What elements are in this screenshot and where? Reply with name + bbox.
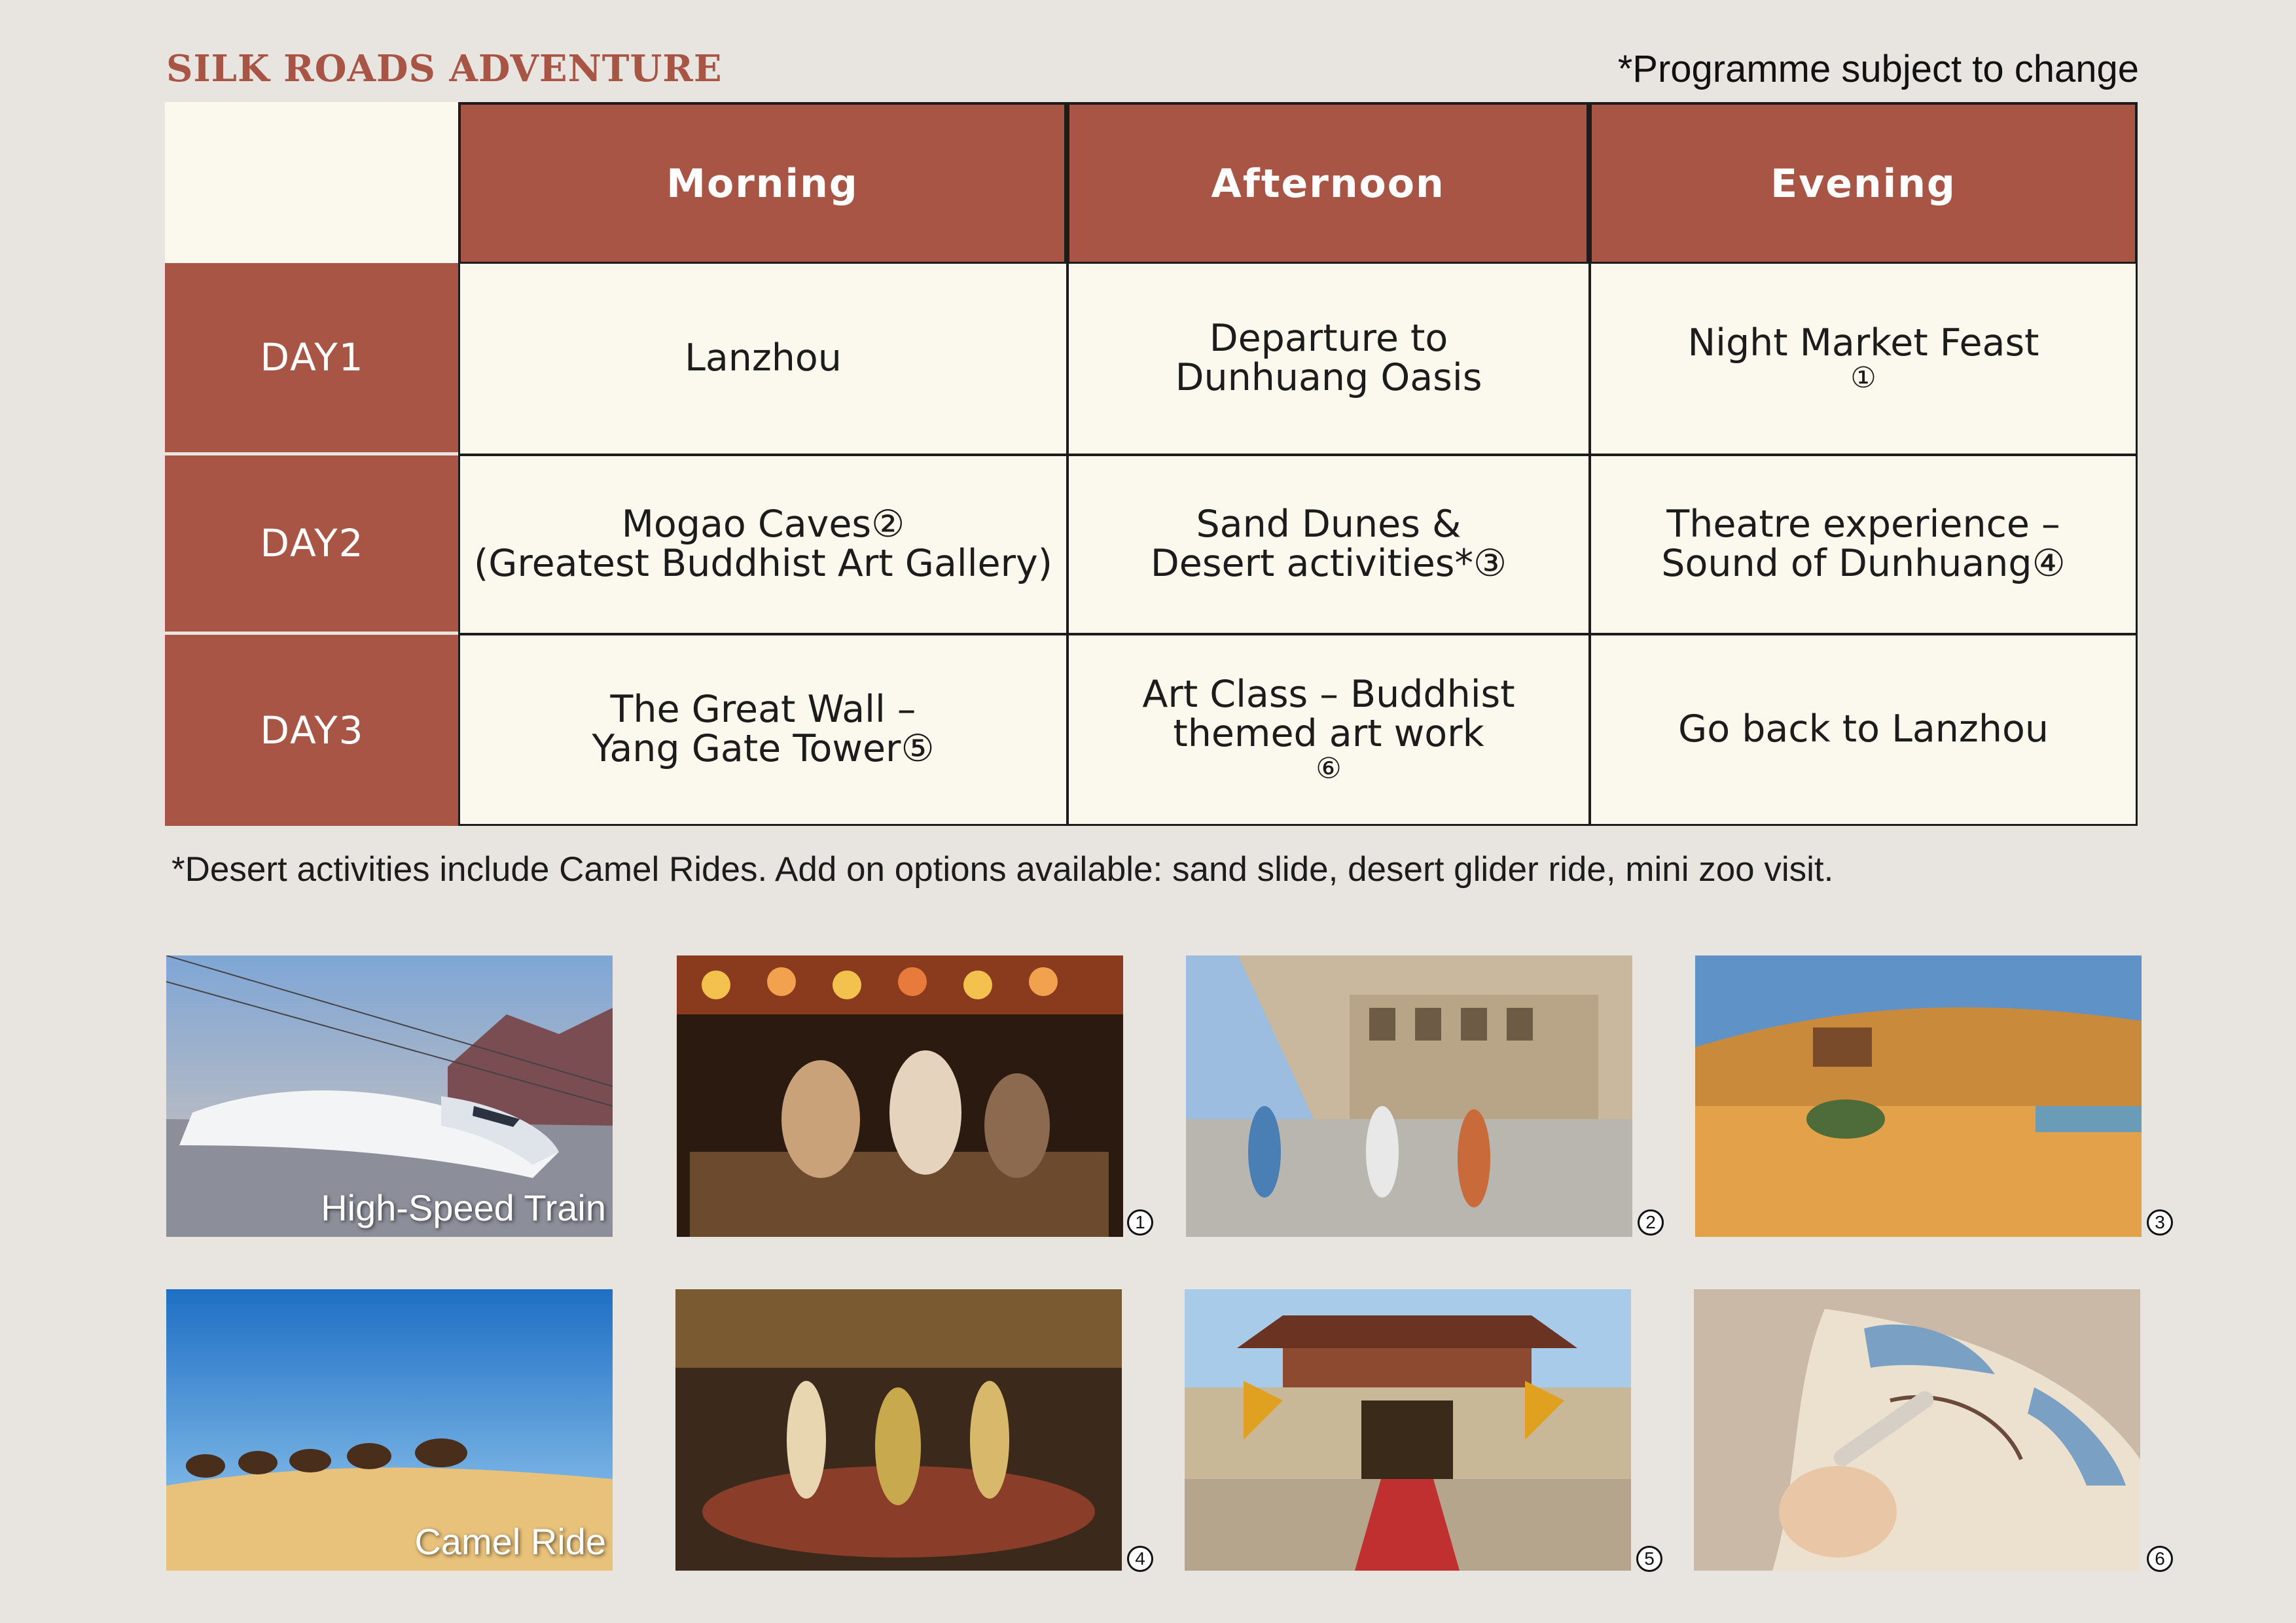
cell-text [592, 690, 934, 769]
table-corner [165, 102, 458, 263]
cell-text [474, 505, 1052, 584]
cell-line: Lanzhou [685, 336, 842, 380]
cell-text [1175, 319, 1482, 398]
cell-text [1687, 321, 2039, 395]
photo-caption: Camel Ride [414, 1521, 606, 1562]
cell-text [1678, 707, 2049, 751]
photo-number-badge: 5 [1636, 1546, 1662, 1572]
itinerary-table [165, 102, 2138, 826]
day-label: DAY3 [165, 635, 459, 826]
day2-evening [1589, 454, 2138, 635]
day-label: DAY1 [165, 263, 459, 455]
programme-note: *Programme subject to change [1617, 48, 2139, 90]
photo-night-market [677, 955, 1123, 1237]
column-header-morning: Morning [458, 102, 1067, 263]
cell-line: Dunhuang Oasis [1175, 356, 1482, 399]
photo-number-badge: 6 [2147, 1546, 2173, 1572]
cell-line: Go back to Lanzhou [1678, 707, 2049, 751]
column-header-afternoon: Afternoon [1067, 102, 1589, 263]
cell-line: Sound of Dunhuang④ [1661, 542, 2066, 585]
day2-morning [458, 454, 1068, 635]
photo-art-class [1694, 1289, 2140, 1571]
cell-text [685, 336, 842, 380]
cell-line: Theatre experience – [1666, 503, 2060, 546]
photo-mogao-caves [1186, 955, 1632, 1237]
cell-text [1661, 505, 2065, 584]
photo-number-badge: 1 [1127, 1209, 1153, 1236]
cell-line: Art Class – Buddhist [1142, 673, 1515, 717]
cell-line: ⑥ [1316, 751, 1342, 785]
cell-line: Departure to [1209, 317, 1448, 361]
day1-morning [458, 262, 1068, 455]
photo-theatre [675, 1289, 1122, 1571]
photo-high-speed-train [166, 955, 613, 1237]
photo-camel-ride [166, 1289, 613, 1571]
cell-line: Yang Gate Tower⑤ [592, 727, 935, 770]
cell-line: themed art work [1173, 711, 1484, 755]
cell-text [1151, 505, 1507, 584]
photo-caption: High-Speed Train [321, 1187, 606, 1228]
cell-line: ① [1850, 361, 1876, 395]
day3-evening [1589, 633, 2138, 826]
cell-line: Desert activities*③ [1150, 542, 1507, 585]
day3-afternoon [1067, 633, 1590, 826]
cell-line: Sand Dunes & [1196, 503, 1462, 546]
column-header-evening: Evening [1589, 102, 2138, 263]
page-title: SILK ROADS ADVENTURE [166, 47, 723, 90]
cell-line: Night Market Feast [1687, 321, 2039, 365]
photo-sand-dunes [1695, 955, 2142, 1237]
photo-number-badge: 4 [1127, 1546, 1153, 1572]
photo-yang-gate [1185, 1289, 1631, 1571]
photo-number-badge: 2 [1638, 1209, 1664, 1236]
day-label: DAY2 [165, 455, 459, 635]
day3-morning [458, 633, 1068, 826]
cell-line: The Great Wall – [610, 688, 916, 732]
day2-afternoon [1067, 454, 1590, 635]
footnote: *Desert activities include Camel Rides. Add on options available: sand slide, desert glider ride, mini zoo visit. [171, 850, 1834, 889]
day1-evening [1589, 262, 2138, 455]
cell-line: (Greatest Buddhist Art Gallery) [473, 542, 1053, 585]
cell-line: Mogao Caves② [621, 503, 905, 546]
day1-afternoon [1067, 262, 1590, 455]
photo-number-badge: 3 [2147, 1209, 2173, 1236]
cell-text [1142, 675, 1515, 784]
